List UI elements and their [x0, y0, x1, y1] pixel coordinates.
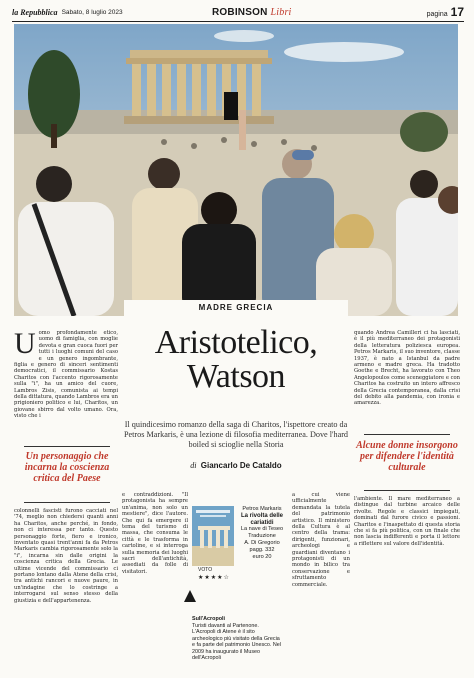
pull-quote-rule-left — [24, 446, 110, 447]
book-pages: pagg. 332 — [249, 546, 275, 553]
article-kicker: MADRE GRECIA — [124, 300, 348, 316]
book-translator: A. Di Gregorio — [244, 539, 280, 546]
book-title: La rivolta delle cariatidi — [240, 512, 283, 526]
pull-quote-left: Un personaggio che incarna la coscienza critica del Paese — [24, 451, 110, 484]
translator-label: Traduzione — [248, 533, 276, 540]
article-column-3: a cui viene ufficialmente demandata la tutela del patrimonio artistico. Il ministero della Cultura è al centro della trama: dirigenti, funzionari, archeologi e guardiani diventano i protagonisti di un mondo in bilico tra conservazione e sfruttamento commerciale. — [292, 492, 350, 588]
article-column-1: colonnelli fascisti furono cacciati nel '74, meglio non chiedersi quanti anni ha Charitos, anche perché, in fondo, non ci interessa per tanto. Questo personaggio forte, fiero e ironico, inventato quasi trent'anni fa da Petros Markaris cambia rigorosamente solo la "i", incarna sin dalle origini la coscienza critica della Grecia. Le ultime vicende del commissario ci portano lontano dalla Atene della crisi, tra antichi rancori e nuove paure, in un'indagine che lo costringe a interrogarsi sul senso stesso della giustizia e dell'appartenenza. — [14, 508, 118, 604]
article-title — [124, 326, 348, 394]
photo-caption — [192, 616, 282, 662]
caption-text: Turisti davanti al Partenone. L'Acropoli di Atene è il sito archeologico più visitato della Grecia e fa parte del patrimonio Unesco. Nel 2009 ha inaugurato il Museo dell'Acropoli — [192, 622, 281, 661]
acropolis-photo — [14, 24, 458, 316]
article-column-2: e contraddizioni. "Il protagonista ha sempre un'anima, non solo un mestiere", dice l'autore. Che qui fa emergere il tema del turismo di massa, che consuma le città e le trasforma in cartoline, e si interroga sulla memoria dei luoghi sacri dell'antichità, assediati da folle di visitatori. — [122, 492, 188, 575]
article-column-intro — [14, 330, 118, 440]
title-box — [124, 316, 348, 424]
article-subtitle: Il quindicesimo romanzo della saga di Charitos, l'ispettore creato da Petros Markaris, è una lezione di filosofia mediterranea. Dove l'hard boiled si scioglie nella Storia — [123, 420, 349, 449]
article-column-4: l'ambiente. Il mare mediterraneo a distingue dal turbine arcaico delle rivolte. Regole e classici impiegati, dominati dal furore civico e passioni. Charitos e l'inaspettato di questa storia che si fa più politica, con un finale che non lascia indifferenti e porta il lettore a riflettere sul valore dell'identità. — [354, 496, 460, 547]
vote-label: VOTO — [198, 567, 213, 573]
byline — [122, 461, 350, 470]
book-author: Petros Markaris — [242, 506, 282, 512]
page-number: pagina 17 — [426, 5, 464, 19]
article-column-right-top: quando Andrea Camilleri ci ha lasciati, è il più mediterraneo dei protagonisti della letteratura poliziesca europea. Petros Markaris, il suo inventore, classe 1937, è nato a Istanbul da padre armeno e madre greca. Ha tradotto Goethe e Brecht, ha lavorato con Theo Angelopoulos come sceneggiatore e con Charitos ha costruito un intero affresco della Grecia contemporanea, dalla crisi del debito alla pandemia, con ironia e amarezza. — [354, 330, 460, 407]
page-header — [12, 4, 464, 20]
drop-cap: U — [14, 330, 36, 360]
byline-author: Giancarlo De Cataldo — [200, 461, 282, 470]
pull-quote-rule-left-bottom — [24, 502, 110, 503]
book-cover-image — [192, 506, 234, 566]
pull-quote-rule-right — [364, 434, 450, 435]
issue-date: Sabato, 8 luglio 2023 — [61, 8, 123, 16]
article-title-line1: Aristotelico, — [154, 324, 318, 361]
book-publisher: La nave di Teseo — [240, 526, 284, 533]
caption-arrow-icon — [180, 586, 200, 606]
newspaper-name: la Repubblica — [12, 7, 58, 17]
section-title: ROBINSON Libri — [212, 6, 292, 18]
pull-quote-rule-right-bottom — [364, 490, 450, 491]
intro-text: omo profondamente etico, uomo di famiglia, con moglie devota e gran cuoca fuori per tutti i luoghi comuni del caso e un genero ingombrante, figlia e genero di sinceri sentimenti democratici, il commissario Kostas Charitos con l'accento rigorosamente sulla "i", ha un amico del cuore, Lambros Zisis, comunista ai tempi della dittatura, quando Lambros era un prigioniero politico e lui, Charitos, un giovane sbirro dal volto umano. Ora, visto che i — [14, 330, 118, 420]
caption-title: Sull'Acropoli — [192, 616, 226, 622]
section-subtitle: Libri — [270, 6, 292, 18]
book-price: euro 20 — [252, 553, 272, 560]
article-title-line2: Watson — [186, 358, 286, 395]
header-rule — [12, 21, 464, 22]
byline-prefix: di — [190, 461, 197, 470]
rating-stars: ★★★★☆ — [198, 574, 230, 581]
pull-quote-right: Alcune donne insorgono per difendere l'identità culturale — [356, 440, 458, 473]
book-info — [238, 506, 286, 560]
